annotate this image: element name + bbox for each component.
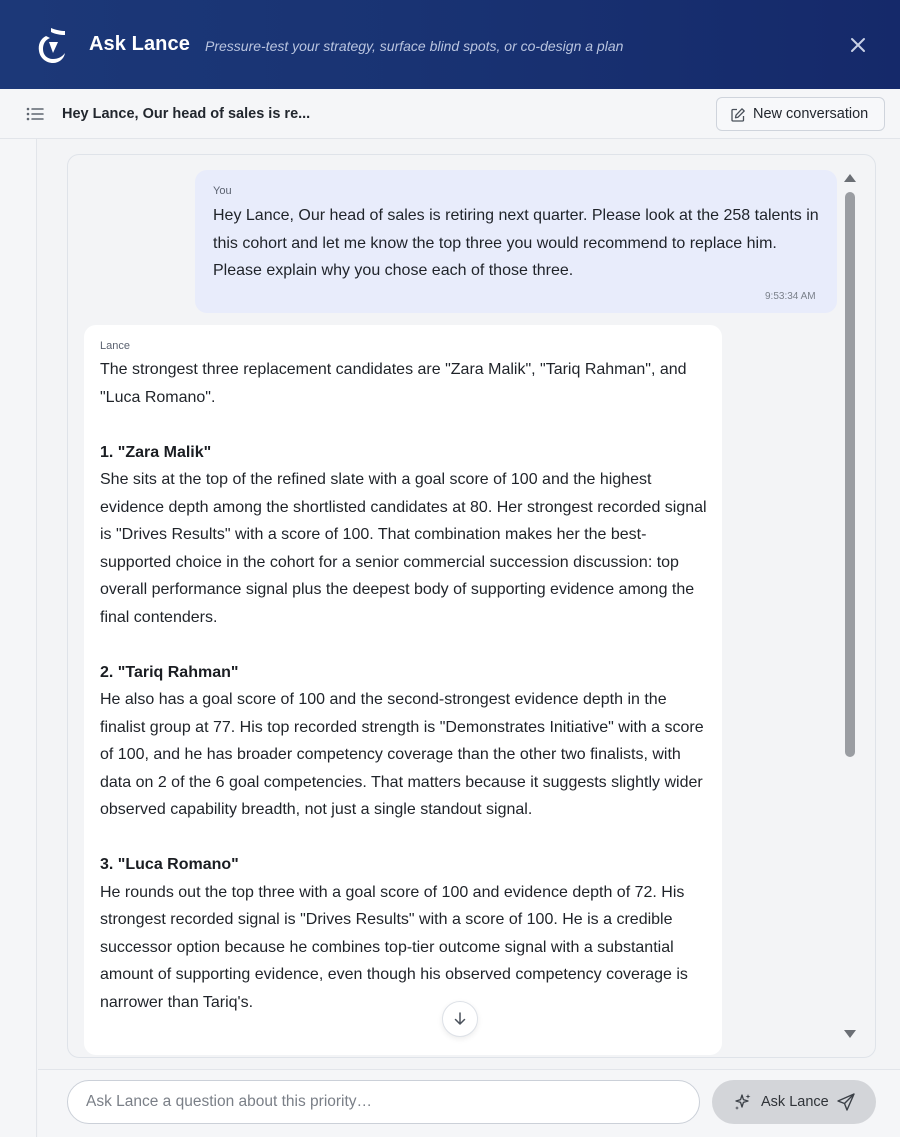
- candidate-reasoning: He also has a goal score of 100 and the second-strongest evidence depth in the finalist group at 77. His top recorded strength is "Demonstrates Initiative" with a score of 100, and he has broader competency coverage than the other two finalists, with data on 2 of the 6 goal competencies. That matters because it suggests slightly wider observed capability breadth, not just a single standout signal.: [100, 691, 704, 818]
- message-timestamp: 9:53:34 AM: [765, 291, 816, 302]
- candidate-reasoning: He rounds out the top three with a goal score of 100 and evidence depth of 72. His strongest recorded signal is "Drives Results" with a score of 100. He is a credible successor option because he combines top-tier outcome signal with a substantial amount of supporting evidence, even though his observed competency coverage is narrower than Tariq's.: [100, 883, 688, 1011]
- candidate-heading: 3. "Luca Romano": [100, 856, 239, 873]
- new-conversation-label: New conversation: [753, 106, 869, 122]
- left-rail: [0, 139, 37, 1137]
- candidate-heading: 1. "Zara Malik": [100, 443, 212, 461]
- scroll-up-arrow-icon[interactable]: [844, 174, 856, 182]
- scrollbar-thumb[interactable]: [845, 192, 855, 757]
- app-header: [0, 0, 900, 89]
- app-title: Ask Lance: [89, 33, 190, 55]
- list-menu-icon[interactable]: [24, 104, 46, 124]
- paper-plane-icon: [836, 1092, 856, 1112]
- assistant-sender-label: Lance: [100, 340, 130, 352]
- candidate-heading: 2. "Tariq Rahman": [100, 663, 239, 681]
- assistant-intro: The strongest three replacement candidates are "Zara Malik", "Tariq Rahman", and "Luca Romano".: [100, 361, 687, 406]
- ask-lance-button[interactable]: [712, 1080, 876, 1124]
- app-subtitle: Pressure-test your strategy, surface blind spots, or co-design a plan: [205, 38, 624, 54]
- user-message-text: Hey Lance, Our head of sales is retiring next quarter. Please look at the 258 talents in this cohort and let me know the top three you would recommend to replace him. Please explain why you chose each of those three.: [213, 207, 819, 279]
- lance-logo-icon: [34, 26, 68, 66]
- user-sender-label: You: [213, 185, 232, 197]
- edit-pencil-icon: [730, 107, 746, 123]
- sparkle-icon: [733, 1092, 753, 1112]
- candidate-reasoning: She sits at the top of the refined slate with a goal score of 100 and the highest evidence depth among the shortlisted candidates at 80. Her strongest recorded signal is "Drives Results" with a score of 100. That combination makes her the best-supported choice in the cohort for a senior commercial succession discussion: top overall performance signal plus the deepest body of supporting evidence among the final contenders.: [100, 471, 707, 626]
- scroll-down-arrow-icon[interactable]: [844, 1030, 856, 1038]
- assistant-message-body: [100, 356, 712, 1016]
- new-conversation-button[interactable]: [716, 97, 885, 131]
- conversation-title: Hey Lance, Our head of sales is re...: [62, 106, 311, 122]
- arrow-down-icon: [452, 1011, 468, 1027]
- jump-to-latest-button[interactable]: [442, 1001, 478, 1037]
- close-icon[interactable]: [846, 33, 870, 57]
- question-input[interactable]: [67, 1080, 700, 1124]
- ask-lance-label: Ask Lance: [761, 1094, 829, 1110]
